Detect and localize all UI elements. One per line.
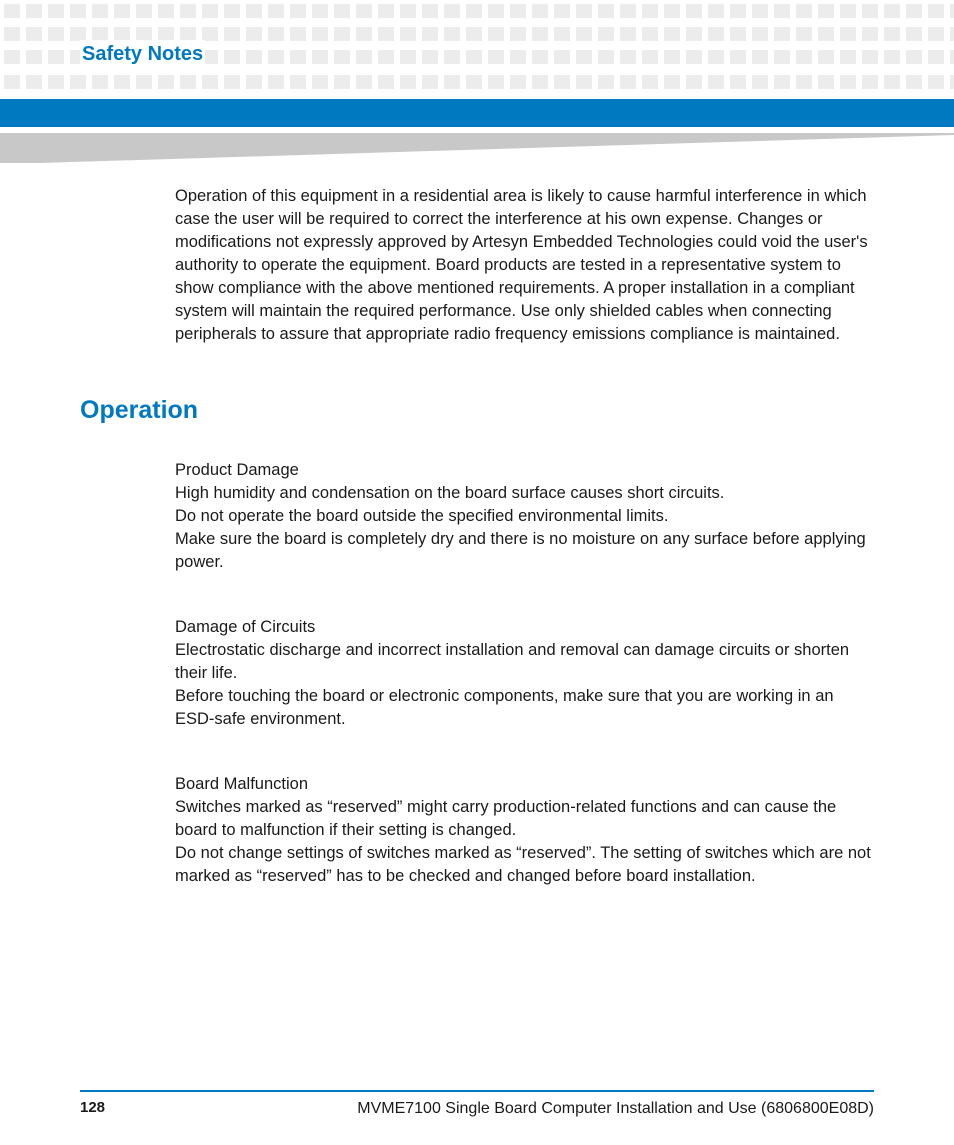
pattern-square bbox=[620, 4, 636, 18]
pattern-square bbox=[180, 4, 196, 18]
pattern-square bbox=[224, 75, 240, 89]
pattern-square bbox=[774, 4, 790, 18]
pattern-square bbox=[92, 75, 108, 89]
pattern-square bbox=[92, 4, 108, 18]
pattern-square bbox=[268, 4, 284, 18]
pattern-square bbox=[488, 4, 504, 18]
pattern-square bbox=[202, 75, 218, 89]
pattern-square bbox=[598, 4, 614, 18]
pattern-square bbox=[378, 27, 394, 41]
pattern-square bbox=[664, 27, 680, 41]
pattern-square bbox=[554, 75, 570, 89]
pattern-square bbox=[862, 27, 878, 41]
pattern-square bbox=[620, 75, 636, 89]
pattern-square bbox=[312, 50, 328, 64]
pattern-square bbox=[114, 27, 130, 41]
pattern-square bbox=[246, 75, 262, 89]
pattern-square bbox=[642, 4, 658, 18]
pattern-square bbox=[774, 50, 790, 64]
footer-divider bbox=[80, 1090, 874, 1092]
pattern-square bbox=[928, 27, 944, 41]
pattern-square bbox=[466, 50, 482, 64]
note-line: Make sure the board is completely dry and there is no moisture on any surface before applying power. bbox=[175, 530, 866, 571]
section-title: Safety Notes bbox=[80, 40, 205, 68]
pattern-square bbox=[730, 75, 746, 89]
pattern-square bbox=[708, 50, 724, 64]
pattern-square bbox=[48, 75, 64, 89]
pattern-square bbox=[70, 27, 86, 41]
note-line: Do not change settings of switches marked as “reserved”. The setting of switches which are not marked as “reserved” has to be checked and changed before board installation. bbox=[175, 844, 871, 885]
pattern-square bbox=[26, 75, 42, 89]
pattern-square bbox=[686, 27, 702, 41]
pattern-square bbox=[598, 75, 614, 89]
header-blue-bar bbox=[0, 99, 954, 127]
pattern-square bbox=[400, 75, 416, 89]
pattern-square bbox=[92, 27, 108, 41]
pattern-square bbox=[224, 50, 240, 64]
header-gray-wedge bbox=[0, 133, 954, 163]
pattern-square bbox=[312, 4, 328, 18]
pattern-square bbox=[268, 50, 284, 64]
pattern-square bbox=[906, 75, 922, 89]
pattern-square bbox=[114, 75, 130, 89]
pattern-square bbox=[620, 27, 636, 41]
operation-heading: Operation bbox=[80, 396, 199, 424]
pattern-square bbox=[950, 4, 954, 18]
pattern-square bbox=[4, 27, 20, 41]
pattern-square bbox=[818, 50, 834, 64]
note-damage-of-circuits bbox=[175, 616, 875, 731]
pattern-square bbox=[642, 27, 658, 41]
note-line: Switches marked as “reserved” might carry production-related functions and can cause the board to malfunction if their setting is changed. bbox=[175, 798, 837, 839]
pattern-square bbox=[906, 4, 922, 18]
pattern-square bbox=[576, 50, 592, 64]
pattern-square bbox=[180, 75, 196, 89]
pattern-square bbox=[70, 75, 86, 89]
pattern-square bbox=[180, 27, 196, 41]
pattern-square bbox=[686, 75, 702, 89]
pattern-square bbox=[532, 27, 548, 41]
pattern-square bbox=[290, 4, 306, 18]
pattern-square bbox=[224, 27, 240, 41]
pattern-square bbox=[70, 4, 86, 18]
pattern-square bbox=[576, 27, 592, 41]
pattern-square bbox=[488, 50, 504, 64]
pattern-square bbox=[334, 27, 350, 41]
pattern-square bbox=[290, 75, 306, 89]
pattern-square bbox=[576, 4, 592, 18]
pattern-square bbox=[290, 50, 306, 64]
pattern-square bbox=[466, 4, 482, 18]
pattern-square bbox=[532, 4, 548, 18]
pattern-square bbox=[554, 50, 570, 64]
pattern-square bbox=[246, 4, 262, 18]
pattern-square bbox=[642, 50, 658, 64]
pattern-square bbox=[26, 4, 42, 18]
pattern-square bbox=[136, 75, 152, 89]
pattern-square bbox=[26, 50, 42, 64]
pattern-square bbox=[400, 4, 416, 18]
pattern-square bbox=[928, 75, 944, 89]
pattern-square bbox=[356, 4, 372, 18]
pattern-square bbox=[334, 50, 350, 64]
pattern-square bbox=[576, 75, 592, 89]
page-number: 128 bbox=[80, 1099, 106, 1116]
pattern-square bbox=[664, 50, 680, 64]
pattern-square bbox=[356, 50, 372, 64]
note-board-malfunction bbox=[175, 773, 875, 888]
pattern-square bbox=[466, 75, 482, 89]
note-line: Do not operate the board outside the specified environmental limits. bbox=[175, 507, 669, 525]
pattern-square bbox=[796, 4, 812, 18]
pattern-square bbox=[312, 27, 328, 41]
pattern-square bbox=[730, 27, 746, 41]
pattern-square bbox=[554, 27, 570, 41]
pattern-square bbox=[752, 4, 768, 18]
pattern-square bbox=[928, 4, 944, 18]
pattern-square bbox=[158, 75, 174, 89]
note-title: Board Malfunction bbox=[175, 775, 308, 793]
pattern-square bbox=[818, 75, 834, 89]
pattern-square bbox=[356, 75, 372, 89]
intro-text: Operation of this equipment in a residential area is likely to cause harmful interference in which case the user will be required to correct the interference at his own expense. Changes or modifications not expressly approved by Artesyn Embedded Technologies could void the user's authority to operate the equipment. Board products are tested in a representative system to show compliance with the above mentioned requirements. A proper installation in a compliant system will maintain the required performance. Use only shielded cables when connecting peripherals to assure that appropriate radio frequency emissions compliance is maintained. bbox=[175, 187, 868, 343]
pattern-square bbox=[334, 4, 350, 18]
pattern-square bbox=[752, 75, 768, 89]
pattern-square bbox=[48, 4, 64, 18]
pattern-square bbox=[334, 75, 350, 89]
pattern-square bbox=[312, 75, 328, 89]
pattern-square bbox=[708, 75, 724, 89]
pattern-square bbox=[4, 75, 20, 89]
pattern-square bbox=[246, 50, 262, 64]
pattern-square bbox=[862, 75, 878, 89]
pattern-square bbox=[554, 4, 570, 18]
pattern-square bbox=[114, 4, 130, 18]
pattern-square bbox=[664, 75, 680, 89]
pattern-square bbox=[884, 75, 900, 89]
pattern-square bbox=[488, 75, 504, 89]
pattern-square bbox=[510, 75, 526, 89]
pattern-square bbox=[620, 50, 636, 64]
pattern-square bbox=[246, 27, 262, 41]
pattern-square bbox=[796, 75, 812, 89]
pattern-square bbox=[598, 27, 614, 41]
pattern-square bbox=[840, 27, 856, 41]
pattern-square bbox=[686, 50, 702, 64]
pattern-square bbox=[48, 50, 64, 64]
pattern-square bbox=[884, 50, 900, 64]
pattern-square bbox=[950, 75, 954, 89]
pattern-square bbox=[862, 50, 878, 64]
pattern-square bbox=[840, 50, 856, 64]
pattern-square bbox=[466, 27, 482, 41]
pattern-square bbox=[224, 4, 240, 18]
pattern-square bbox=[664, 4, 680, 18]
pattern-square bbox=[400, 50, 416, 64]
pattern-square bbox=[202, 27, 218, 41]
pattern-square bbox=[4, 50, 20, 64]
pattern-square bbox=[510, 4, 526, 18]
pattern-square bbox=[268, 27, 284, 41]
pattern-square bbox=[950, 27, 954, 41]
pattern-square bbox=[202, 4, 218, 18]
pattern-square bbox=[774, 27, 790, 41]
pattern-square bbox=[950, 50, 954, 64]
pattern-square bbox=[158, 4, 174, 18]
pattern-square bbox=[136, 4, 152, 18]
pattern-square bbox=[840, 75, 856, 89]
pattern-square bbox=[884, 4, 900, 18]
pattern-square bbox=[422, 50, 438, 64]
document-title: MVME7100 Single Board Computer Installation and Use (6806800E08D) bbox=[357, 1100, 874, 1117]
pattern-square bbox=[752, 27, 768, 41]
pattern-square bbox=[400, 27, 416, 41]
pattern-square bbox=[26, 27, 42, 41]
note-title: Damage of Circuits bbox=[175, 618, 316, 636]
pattern-square bbox=[136, 27, 152, 41]
note-title: Product Damage bbox=[175, 461, 299, 479]
intro-paragraph bbox=[175, 185, 875, 346]
pattern-square bbox=[532, 75, 548, 89]
pattern-square bbox=[444, 27, 460, 41]
pattern-square bbox=[510, 27, 526, 41]
pattern-square bbox=[818, 4, 834, 18]
pattern-square bbox=[378, 50, 394, 64]
pattern-square bbox=[422, 75, 438, 89]
pattern-square bbox=[488, 27, 504, 41]
pattern-square bbox=[356, 27, 372, 41]
pattern-square bbox=[818, 27, 834, 41]
pattern-square bbox=[422, 4, 438, 18]
pattern-square bbox=[686, 4, 702, 18]
pattern-square bbox=[290, 27, 306, 41]
pattern-square bbox=[158, 27, 174, 41]
pattern-square bbox=[862, 4, 878, 18]
pattern-square bbox=[4, 4, 20, 18]
pattern-square bbox=[730, 4, 746, 18]
pattern-square bbox=[422, 27, 438, 41]
pattern-square bbox=[532, 50, 548, 64]
pattern-square bbox=[840, 4, 856, 18]
pattern-square bbox=[444, 50, 460, 64]
pattern-square bbox=[774, 75, 790, 89]
pattern-square bbox=[928, 50, 944, 64]
note-product-damage bbox=[175, 459, 875, 574]
pattern-square bbox=[906, 27, 922, 41]
pattern-square bbox=[752, 50, 768, 64]
pattern-square bbox=[598, 50, 614, 64]
pattern-square bbox=[378, 4, 394, 18]
note-line: Electrostatic discharge and incorrect installation and removal can damage circuits or shorten their life. bbox=[175, 641, 850, 682]
pattern-square bbox=[708, 27, 724, 41]
pattern-square bbox=[796, 50, 812, 64]
pattern-square bbox=[642, 75, 658, 89]
note-line: Before touching the board or electronic components, make sure that you are working in an ESD-safe environment. bbox=[175, 687, 834, 728]
pattern-square bbox=[906, 50, 922, 64]
pattern-square bbox=[884, 27, 900, 41]
pattern-square bbox=[444, 75, 460, 89]
pattern-square bbox=[708, 4, 724, 18]
pattern-square bbox=[378, 75, 394, 89]
pattern-square bbox=[796, 27, 812, 41]
pattern-square bbox=[730, 50, 746, 64]
pattern-square bbox=[444, 4, 460, 18]
pattern-square bbox=[268, 75, 284, 89]
pattern-square bbox=[48, 27, 64, 41]
note-line: High humidity and condensation on the board surface causes short circuits. bbox=[175, 484, 725, 502]
pattern-square bbox=[510, 50, 526, 64]
